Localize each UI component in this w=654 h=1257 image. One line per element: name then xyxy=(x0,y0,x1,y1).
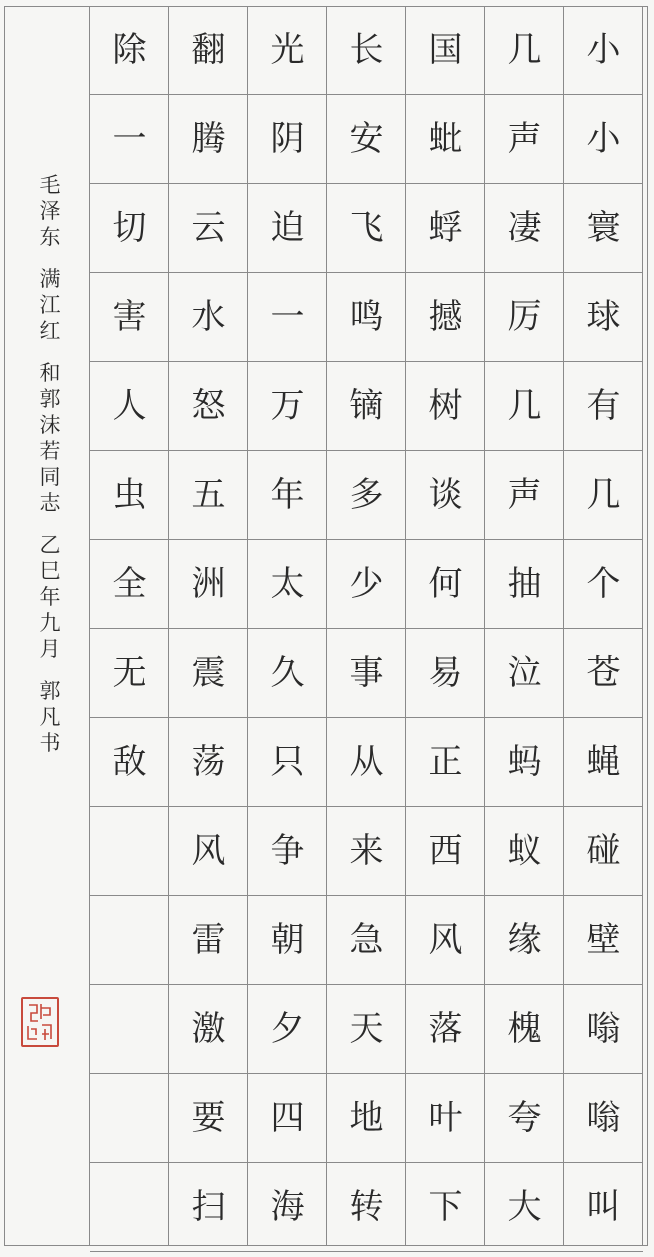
grid-cell: 凄 xyxy=(485,184,564,273)
inscription-calligrapher: 郭 凡 书 xyxy=(39,679,61,755)
grid-cell: 何 xyxy=(406,540,485,629)
grid-cell: 长 xyxy=(327,6,406,95)
grid-cell: 蜉 xyxy=(406,184,485,273)
grid-cell: 急 xyxy=(327,896,406,985)
inscription-author: 毛 泽 东 xyxy=(39,173,61,249)
grid-cell: 万 xyxy=(248,362,327,451)
grid-cell: 地 xyxy=(327,1074,406,1163)
grid-cell xyxy=(90,896,169,985)
grid-cell: 夕 xyxy=(248,985,327,1074)
grid-cell: 无 xyxy=(90,629,169,718)
inscription-title: 满 江 红 xyxy=(39,267,61,343)
grid-cell: 光 xyxy=(248,6,327,95)
grid-cell: 朝 xyxy=(248,896,327,985)
grid-cell: 害 xyxy=(90,273,169,362)
grid-cell: 小 xyxy=(564,95,643,184)
grid-cell: 翻 xyxy=(169,6,248,95)
grid-cell: 一 xyxy=(248,273,327,362)
grid-cell: 扫 xyxy=(169,1163,248,1252)
grid-cell: 小 xyxy=(564,6,643,95)
grid-cell: 云 xyxy=(169,184,248,273)
grid-cell: 太 xyxy=(248,540,327,629)
grid-cell: 蚍 xyxy=(406,95,485,184)
grid-cell xyxy=(90,807,169,896)
grid-cell: 蚁 xyxy=(485,807,564,896)
inscription-dedication: 和 郭 沫 若 同 志 xyxy=(39,361,61,515)
grid-cell: 全 xyxy=(90,540,169,629)
inscription-date: 乙 巳 年 九 月 xyxy=(39,533,61,661)
grid-cell: 蝇 xyxy=(564,718,643,807)
grid-cell: 怒 xyxy=(169,362,248,451)
grid-cell: 天 xyxy=(327,985,406,1074)
grid-cell: 几 xyxy=(564,451,643,540)
grid-column xyxy=(485,6,564,1246)
grid-cell xyxy=(90,1163,169,1252)
grid-column xyxy=(406,6,485,1246)
grid-cell: 水 xyxy=(169,273,248,362)
grid-cell: 几 xyxy=(485,6,564,95)
grid-cell: 球 xyxy=(564,273,643,362)
grid-cell xyxy=(90,985,169,1074)
grid-cell: 寰 xyxy=(564,184,643,273)
grid-cell: 切 xyxy=(90,184,169,273)
grid-cell: 正 xyxy=(406,718,485,807)
grid-cell: 蚂 xyxy=(485,718,564,807)
grid-cell: 安 xyxy=(327,95,406,184)
grid-cell: 嗡 xyxy=(564,1074,643,1163)
grid-cell: 西 xyxy=(406,807,485,896)
grid-column xyxy=(564,6,643,1246)
grid-cell: 撼 xyxy=(406,273,485,362)
grid-cell: 槐 xyxy=(485,985,564,1074)
grid-cell: 海 xyxy=(248,1163,327,1252)
grid-cell: 四 xyxy=(248,1074,327,1163)
grid-cell: 叶 xyxy=(406,1074,485,1163)
grid-cell: 谈 xyxy=(406,451,485,540)
grid-cell: 一 xyxy=(90,95,169,184)
grid-cell: 碰 xyxy=(564,807,643,896)
grid-cell: 腾 xyxy=(169,95,248,184)
grid-cell: 几 xyxy=(485,362,564,451)
grid-cell: 有 xyxy=(564,362,643,451)
grid-cell: 缘 xyxy=(485,896,564,985)
grid-cell: 只 xyxy=(248,718,327,807)
grid-cell: 树 xyxy=(406,362,485,451)
grid-cell: 虫 xyxy=(90,451,169,540)
grid-column xyxy=(327,6,406,1246)
grid-column xyxy=(248,6,327,1246)
grid-cell: 声 xyxy=(485,95,564,184)
grid-cell: 国 xyxy=(406,6,485,95)
grid-cell: 人 xyxy=(90,362,169,451)
grid-cell: 阴 xyxy=(248,95,327,184)
grid-cell: 苍 xyxy=(564,629,643,718)
grid-cell: 雷 xyxy=(169,896,248,985)
grid-cell: 飞 xyxy=(327,184,406,273)
grid-cell: 转 xyxy=(327,1163,406,1252)
grid-cell: 迫 xyxy=(248,184,327,273)
grid-cell: 激 xyxy=(169,985,248,1074)
grid-cell: 从 xyxy=(327,718,406,807)
grid-cell: 久 xyxy=(248,629,327,718)
grid-column xyxy=(169,6,248,1246)
grid-cell: 多 xyxy=(327,451,406,540)
grid-cell: 夸 xyxy=(485,1074,564,1163)
grid-cell: 落 xyxy=(406,985,485,1074)
grid-cell: 年 xyxy=(248,451,327,540)
grid-cell: 嗡 xyxy=(564,985,643,1074)
grid-cell: 鸣 xyxy=(327,273,406,362)
grid-cell: 厉 xyxy=(485,273,564,362)
grid-cell: 镝 xyxy=(327,362,406,451)
grid-cell: 泣 xyxy=(485,629,564,718)
grid-cell: 声 xyxy=(485,451,564,540)
grid-cell: 易 xyxy=(406,629,485,718)
grid-cell: 少 xyxy=(327,540,406,629)
grid-cell: 震 xyxy=(169,629,248,718)
grid-cell xyxy=(90,1074,169,1163)
grid-cell: 敌 xyxy=(90,718,169,807)
inscription-column xyxy=(30,175,70,759)
grid-cell: 风 xyxy=(406,896,485,985)
grid-cell: 个 xyxy=(564,540,643,629)
grid-cell: 要 xyxy=(169,1074,248,1163)
red-square-seal-icon xyxy=(21,997,59,1047)
character-grid xyxy=(89,6,643,1246)
grid-cell: 抽 xyxy=(485,540,564,629)
grid-column xyxy=(90,6,169,1246)
grid-cell: 来 xyxy=(327,807,406,896)
grid-cell: 叫 xyxy=(564,1163,643,1252)
grid-cell: 风 xyxy=(169,807,248,896)
grid-cell: 洲 xyxy=(169,540,248,629)
grid-cell: 下 xyxy=(406,1163,485,1252)
grid-cell: 事 xyxy=(327,629,406,718)
grid-cell: 荡 xyxy=(169,718,248,807)
grid-cell: 大 xyxy=(485,1163,564,1252)
grid-cell: 五 xyxy=(169,451,248,540)
grid-cell: 除 xyxy=(90,6,169,95)
grid-cell: 壁 xyxy=(564,896,643,985)
grid-cell: 争 xyxy=(248,807,327,896)
